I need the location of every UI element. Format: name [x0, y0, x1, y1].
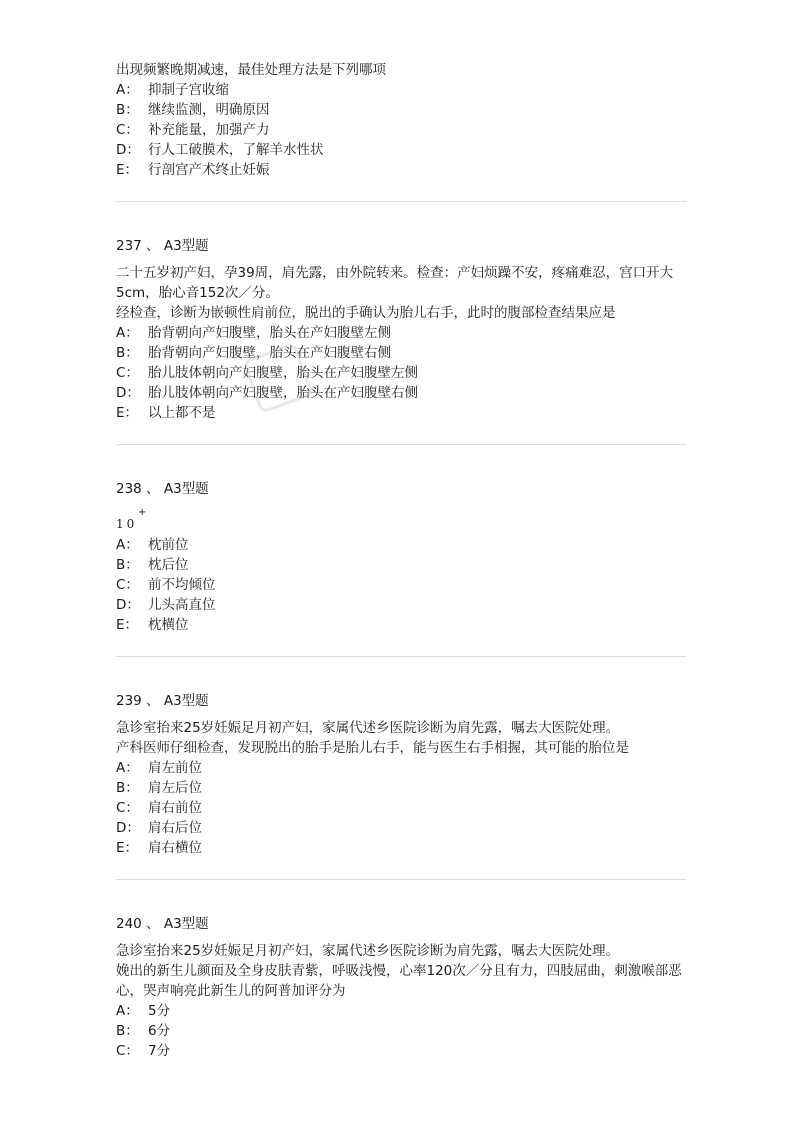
option-e[interactable] [116, 838, 686, 858]
option-text: 补充能量，加强产力 [148, 122, 270, 138]
question-240 [116, 914, 686, 1061]
option-b[interactable] [116, 555, 686, 575]
option-text: 肩右后位 [148, 820, 202, 836]
option-letter: C： [116, 1043, 139, 1059]
question-237 [116, 236, 686, 423]
option-text: 枕前位 [148, 537, 189, 553]
option-d[interactable] [116, 818, 686, 838]
option-text: 儿头高直位 [148, 597, 216, 613]
option-c[interactable] [116, 1041, 686, 1061]
question-header: 238 、 A3型题 [116, 481, 209, 497]
option-d[interactable] [116, 383, 686, 403]
option-a[interactable] [116, 80, 686, 100]
option-letter: B： [116, 1023, 139, 1039]
question-stem: 急诊室抬来25岁妊娠足月初产妇，家属代述乡医院诊断为肩先露，嘱去大医院处理。 [116, 943, 620, 959]
question-stem: 经检查，诊断为嵌顿性肩前位，脱出的手确认为胎儿右手，此时的腹部检查结果应是 [116, 305, 616, 321]
option-letter: C： [116, 365, 139, 381]
option-c[interactable] [116, 575, 686, 595]
option-text: 前不均倾位 [148, 577, 216, 593]
question-continuation [116, 60, 686, 180]
option-letter: D： [116, 597, 140, 613]
option-letter: C： [116, 122, 139, 138]
option-text: 胎背朝向产妇腹壁，胎头在产妇腹壁右侧 [148, 345, 391, 361]
exam-page [116, 60, 686, 1061]
option-text: 5分 [148, 1003, 171, 1019]
option-b[interactable] [116, 1021, 686, 1041]
formula-base: 10 [116, 517, 138, 531]
option-text: 肩左后位 [148, 780, 202, 796]
option-letter: A： [116, 325, 139, 341]
option-b[interactable] [116, 778, 686, 798]
divider [116, 656, 686, 657]
option-letter: E： [116, 162, 139, 178]
option-e[interactable] [116, 403, 686, 423]
option-text: 6分 [148, 1023, 171, 1039]
option-a[interactable] [116, 535, 686, 555]
option-letter: A： [116, 760, 139, 776]
option-text: 抑制子宫收缩 [148, 82, 229, 98]
option-letter: B： [116, 557, 139, 573]
option-letter: E： [116, 405, 139, 421]
option-text: 行人工破膜术，了解羊水性状 [148, 142, 324, 158]
option-text: 肩左前位 [148, 760, 202, 776]
question-stem: 二十五岁初产妇，孕39周，肩先露，由外院转来。检查：产妇烦躁不安，疼痛难忍，宫口开大5cm，胎心音152次／分。 [116, 265, 674, 301]
option-text: 肩右横位 [148, 840, 202, 856]
question-header: 237 、 A3型题 [116, 238, 209, 254]
option-letter: E： [116, 840, 139, 856]
option-text: 继续监测，明确原因 [148, 102, 270, 118]
question-stem: 产科医师仔细检查，发现脱出的胎手是胎儿右手，能与医生右手相握，其可能的胎位是 [116, 740, 629, 756]
divider [116, 879, 686, 880]
option-e[interactable] [116, 160, 686, 180]
divider [116, 444, 686, 445]
option-letter: D： [116, 820, 140, 836]
option-c[interactable] [116, 798, 686, 818]
option-text: 胎儿肢体朝向产妇腹壁，胎头在产妇腹壁左侧 [148, 365, 418, 381]
option-a[interactable] [116, 758, 686, 778]
question-stem: 娩出的新生儿颜面及全身皮肤青紫，呼吸浅慢，心率120次／分且有力，四肢屈曲，刺激喉部恶心，哭声响亮此新生儿的阿普加评分为 [116, 963, 682, 999]
option-letter: A： [116, 82, 139, 98]
option-letter: C： [116, 800, 139, 816]
option-c[interactable] [116, 363, 686, 383]
option-a[interactable] [116, 1001, 686, 1021]
question-header: 240 、 A3型题 [116, 916, 209, 932]
option-a[interactable] [116, 323, 686, 343]
question-238 [116, 479, 686, 635]
option-text: 7分 [148, 1043, 171, 1059]
option-letter: A： [116, 537, 139, 553]
option-c[interactable] [116, 120, 686, 140]
option-text: 胎儿肢体朝向产妇腹壁，胎头在产妇腹壁右侧 [148, 385, 418, 401]
option-b[interactable] [116, 343, 686, 363]
option-letter: B： [116, 345, 139, 361]
option-text: 胎背朝向产妇腹壁，胎头在产妇腹壁左侧 [148, 325, 391, 341]
option-letter: E： [116, 617, 139, 633]
question-239 [116, 691, 686, 858]
option-b[interactable] [116, 100, 686, 120]
option-letter: C： [116, 577, 139, 593]
option-text: 以上都不是 [148, 405, 216, 421]
option-d[interactable] [116, 140, 686, 160]
divider [116, 201, 686, 202]
option-text: 枕后位 [148, 557, 189, 573]
option-text: 肩右前位 [148, 800, 202, 816]
option-letter: B： [116, 780, 139, 796]
question-stem: 出现频繁晚期减速，最佳处理方法是下列哪项 [116, 62, 386, 78]
option-letter: A： [116, 1003, 139, 1019]
question-stem: 急诊室抬来25岁妊娠足月初产妇，家属代述乡医院诊断为肩先露，嘱去大医院处理。 [116, 720, 620, 736]
option-d[interactable] [116, 595, 686, 615]
option-e[interactable] [116, 615, 686, 635]
option-text: 枕横位 [148, 617, 189, 633]
option-text: 行剖宫产术终止妊娠 [148, 162, 270, 178]
formula-superscript: + [138, 507, 147, 518]
question-header: 239 、 A3型题 [116, 693, 209, 709]
option-letter: B： [116, 102, 139, 118]
option-letter: D： [116, 385, 140, 401]
formula-figure [116, 509, 686, 535]
option-letter: D： [116, 142, 140, 158]
